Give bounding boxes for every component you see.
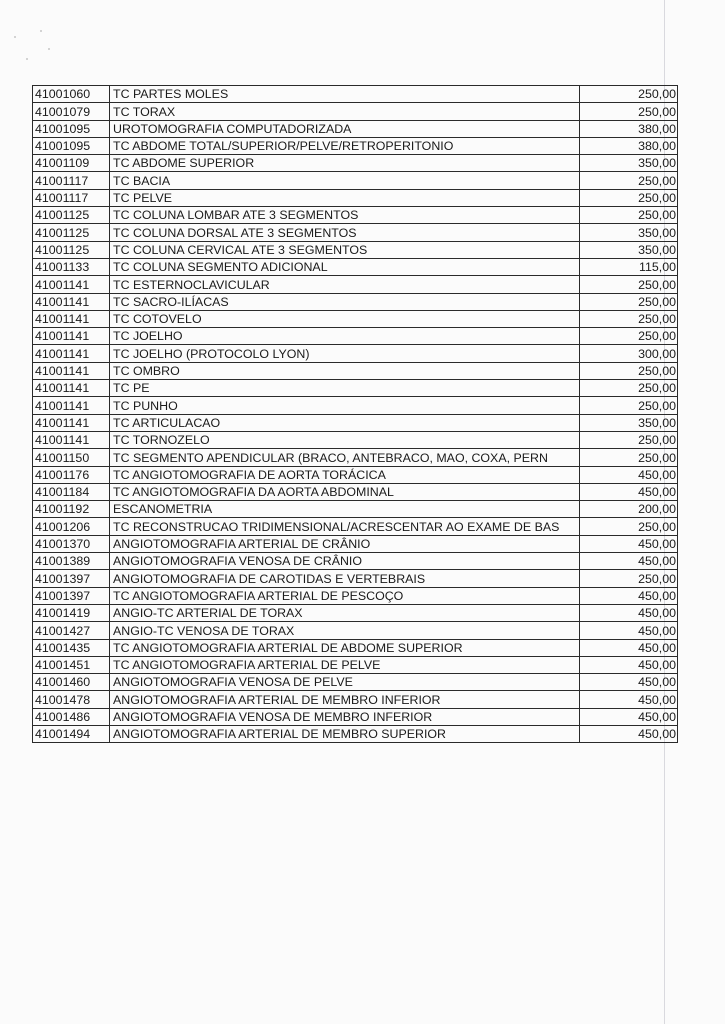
- exam-description-cell: ANGIOTOMOGRAFIA ARTERIAL DE CRÂNIO: [110, 535, 580, 552]
- exam-price-cell: 350,00: [580, 414, 678, 431]
- exam-code-cell: 41001060: [33, 86, 110, 103]
- exam-description-cell: ANGIO-TC ARTERIAL DE TORAX: [110, 604, 580, 621]
- exam-price-cell: 250,00: [580, 103, 678, 120]
- exam-description-cell: TC TORAX: [110, 103, 580, 120]
- exam-code-cell: 41001451: [33, 656, 110, 673]
- table-row: [33, 258, 678, 275]
- exam-code-cell: 41001370: [33, 535, 110, 552]
- exam-price-table: [32, 85, 678, 743]
- exam-description-cell: TC ABDOME TOTAL/SUPERIOR/PELVE/RETROPERITONIO: [110, 137, 580, 154]
- exam-code-cell: 41001478: [33, 691, 110, 708]
- exam-code-cell: 41001141: [33, 310, 110, 327]
- exam-price-cell: 350,00: [580, 241, 678, 258]
- exam-code-cell: 41001397: [33, 587, 110, 604]
- table-row: [33, 172, 678, 189]
- exam-description-cell: TC COLUNA LOMBAR ATE 3 SEGMENTOS: [110, 207, 580, 224]
- exam-description-cell: TC PARTES MOLES: [110, 86, 580, 103]
- exam-price-cell: 450,00: [580, 725, 678, 742]
- table-row: [33, 622, 678, 639]
- exam-description-cell: TC COLUNA CERVICAL ATE 3 SEGMENTOS: [110, 241, 580, 258]
- table-row: [33, 137, 678, 154]
- exam-description-cell: ANGIOTOMOGRAFIA ARTERIAL DE MEMBRO SUPERIOR: [110, 725, 580, 742]
- table-row: [33, 397, 678, 414]
- exam-price-cell: 450,00: [580, 466, 678, 483]
- exam-description-cell: TC ANGIOTOMOGRAFIA DA AORTA ABDOMINAL: [110, 483, 580, 500]
- exam-description-cell: TC COLUNA SEGMENTO ADICIONAL: [110, 258, 580, 275]
- exam-description-cell: TC COTOVELO: [110, 310, 580, 327]
- table-row: [33, 189, 678, 206]
- exam-price-cell: 250,00: [580, 293, 678, 310]
- table-row: [33, 656, 678, 673]
- exam-price-cell: 450,00: [580, 622, 678, 639]
- table-row: [33, 362, 678, 379]
- exam-description-cell: ANGIOTOMOGRAFIA ARTERIAL DE MEMBRO INFERIOR: [110, 691, 580, 708]
- exam-description-cell: TC ARTICULACAO: [110, 414, 580, 431]
- exam-code-cell: 41001095: [33, 137, 110, 154]
- exam-price-cell: 250,00: [580, 570, 678, 587]
- table-row: [33, 725, 678, 742]
- exam-code-cell: 41001125: [33, 207, 110, 224]
- exam-price-cell: 250,00: [580, 449, 678, 466]
- scan-speck: [14, 36, 16, 38]
- table-row: [33, 224, 678, 241]
- exam-code-cell: 41001095: [33, 120, 110, 137]
- exam-price-cell: 450,00: [580, 708, 678, 725]
- exam-code-cell: 41001141: [33, 431, 110, 448]
- exam-code-cell: 41001133: [33, 258, 110, 275]
- table-row: [33, 86, 678, 103]
- exam-description-cell: TC ANGIOTOMOGRAFIA ARTERIAL DE PESCOÇO: [110, 587, 580, 604]
- table-row: [33, 207, 678, 224]
- exam-code-cell: 41001141: [33, 397, 110, 414]
- exam-code-cell: 41001141: [33, 328, 110, 345]
- exam-description-cell: TC ESTERNOCLAVICULAR: [110, 276, 580, 293]
- table-row: [33, 674, 678, 691]
- exam-price-cell: 250,00: [580, 172, 678, 189]
- exam-price-cell: 250,00: [580, 431, 678, 448]
- table-row: [33, 414, 678, 431]
- exam-price-cell: 350,00: [580, 155, 678, 172]
- exam-description-cell: UROTOMOGRAFIA COMPUTADORIZADA: [110, 120, 580, 137]
- table-row: [33, 293, 678, 310]
- table-row: [33, 501, 678, 518]
- exam-description-cell: TC JOELHO (PROTOCOLO LYON): [110, 345, 580, 362]
- exam-code-cell: 41001206: [33, 518, 110, 535]
- table-row: [33, 345, 678, 362]
- exam-price-cell: 450,00: [580, 674, 678, 691]
- exam-price-cell: 450,00: [580, 656, 678, 673]
- exam-description-cell: TC RECONSTRUCAO TRIDIMENSIONAL/ACRESCENTAR AO EXAME DE BAS: [110, 518, 580, 535]
- exam-description-cell: TC SEGMENTO APENDICULAR (BRACO, ANTEBRACO, MAO, COXA, PERN: [110, 449, 580, 466]
- exam-price-cell: 380,00: [580, 120, 678, 137]
- exam-code-cell: 41001109: [33, 155, 110, 172]
- exam-code-cell: 41001184: [33, 483, 110, 500]
- exam-price-cell: 250,00: [580, 189, 678, 206]
- table-row: [33, 604, 678, 621]
- exam-code-cell: 41001141: [33, 276, 110, 293]
- exam-price-cell: 350,00: [580, 224, 678, 241]
- table-row: [33, 483, 678, 500]
- table-row: [33, 449, 678, 466]
- table-row: [33, 120, 678, 137]
- table-row: [33, 328, 678, 345]
- exam-code-cell: 41001141: [33, 345, 110, 362]
- exam-price-cell: 250,00: [580, 380, 678, 397]
- exam-price-cell: 250,00: [580, 310, 678, 327]
- exam-code-cell: 41001176: [33, 466, 110, 483]
- exam-description-cell: TC JOELHO: [110, 328, 580, 345]
- exam-price-cell: 250,00: [580, 518, 678, 535]
- table-row: [33, 155, 678, 172]
- exam-description-cell: TC ANGIOTOMOGRAFIA DE AORTA TORÁCICA: [110, 466, 580, 483]
- exam-description-cell: TC ABDOME SUPERIOR: [110, 155, 580, 172]
- exam-code-cell: 41001125: [33, 224, 110, 241]
- scan-speck: [40, 30, 42, 32]
- exam-price-cell: 250,00: [580, 276, 678, 293]
- scan-specks: [10, 28, 60, 68]
- table-row: [33, 587, 678, 604]
- table-row: [33, 553, 678, 570]
- exam-code-cell: 41001141: [33, 414, 110, 431]
- exam-code-cell: 41001150: [33, 449, 110, 466]
- exam-price-cell: 250,00: [580, 86, 678, 103]
- exam-code-cell: 41001419: [33, 604, 110, 621]
- exam-description-cell: ESCANOMETRIA: [110, 501, 580, 518]
- table-row: [33, 103, 678, 120]
- exam-description-cell: ANGIOTOMOGRAFIA DE CAROTIDAS E VERTEBRAIS: [110, 570, 580, 587]
- exam-code-cell: 41001125: [33, 241, 110, 258]
- exam-code-cell: 41001117: [33, 189, 110, 206]
- exam-description-cell: TC PUNHO: [110, 397, 580, 414]
- exam-code-cell: 41001397: [33, 570, 110, 587]
- table-row: [33, 380, 678, 397]
- table-row: [33, 691, 678, 708]
- exam-price-cell: 250,00: [580, 397, 678, 414]
- exam-code-cell: 41001141: [33, 362, 110, 379]
- exam-description-cell: TC PE: [110, 380, 580, 397]
- exam-code-cell: 41001494: [33, 725, 110, 742]
- exam-code-cell: 41001389: [33, 553, 110, 570]
- exam-description-cell: TC ANGIOTOMOGRAFIA ARTERIAL DE ABDOME SUPERIOR: [110, 639, 580, 656]
- exam-description-cell: TC BACIA: [110, 172, 580, 189]
- exam-code-cell: 41001117: [33, 172, 110, 189]
- scan-speck: [26, 58, 28, 60]
- exam-description-cell: TC PELVE: [110, 189, 580, 206]
- exam-price-cell: 300,00: [580, 345, 678, 362]
- exam-description-cell: TC COLUNA DORSAL ATE 3 SEGMENTOS: [110, 224, 580, 241]
- exam-code-cell: 41001192: [33, 501, 110, 518]
- exam-price-cell: 380,00: [580, 137, 678, 154]
- exam-code-cell: 41001141: [33, 380, 110, 397]
- exam-description-cell: ANGIOTOMOGRAFIA VENOSA DE MEMBRO INFERIOR: [110, 708, 580, 725]
- table-row: [33, 639, 678, 656]
- exam-price-cell: 450,00: [580, 587, 678, 604]
- exam-price-cell: 250,00: [580, 328, 678, 345]
- table-row: [33, 518, 678, 535]
- exam-description-cell: ANGIO-TC VENOSA DE TORAX: [110, 622, 580, 639]
- exam-code-cell: 41001141: [33, 293, 110, 310]
- exam-code-cell: 41001486: [33, 708, 110, 725]
- exam-price-cell: 250,00: [580, 207, 678, 224]
- exam-price-cell: 250,00: [580, 362, 678, 379]
- table-row: [33, 570, 678, 587]
- table-row: [33, 708, 678, 725]
- exam-description-cell: ANGIOTOMOGRAFIA VENOSA DE PELVE: [110, 674, 580, 691]
- exam-description-cell: ANGIOTOMOGRAFIA VENOSA DE CRÂNIO: [110, 553, 580, 570]
- exam-price-cell: 115,00: [580, 258, 678, 275]
- table-row: [33, 466, 678, 483]
- exam-price-cell: 450,00: [580, 639, 678, 656]
- exam-price-cell: 450,00: [580, 691, 678, 708]
- table-row: [33, 535, 678, 552]
- exam-description-cell: TC TORNOZELO: [110, 431, 580, 448]
- table-row: [33, 276, 678, 293]
- exam-code-cell: 41001427: [33, 622, 110, 639]
- exam-price-cell: 450,00: [580, 535, 678, 552]
- table-row: [33, 431, 678, 448]
- exam-code-cell: 41001460: [33, 674, 110, 691]
- exam-description-cell: TC OMBRO: [110, 362, 580, 379]
- exam-description-cell: TC SACRO-ILÍACAS: [110, 293, 580, 310]
- exam-price-cell: 450,00: [580, 483, 678, 500]
- table-row: [33, 310, 678, 327]
- exam-price-table-body: [33, 86, 678, 743]
- exam-description-cell: TC ANGIOTOMOGRAFIA ARTERIAL DE PELVE: [110, 656, 580, 673]
- exam-price-cell: 200,00: [580, 501, 678, 518]
- exam-price-cell: 450,00: [580, 604, 678, 621]
- table-row: [33, 241, 678, 258]
- scan-speck: [48, 48, 50, 50]
- exam-price-cell: 450,00: [580, 553, 678, 570]
- exam-code-cell: 41001079: [33, 103, 110, 120]
- exam-code-cell: 41001435: [33, 639, 110, 656]
